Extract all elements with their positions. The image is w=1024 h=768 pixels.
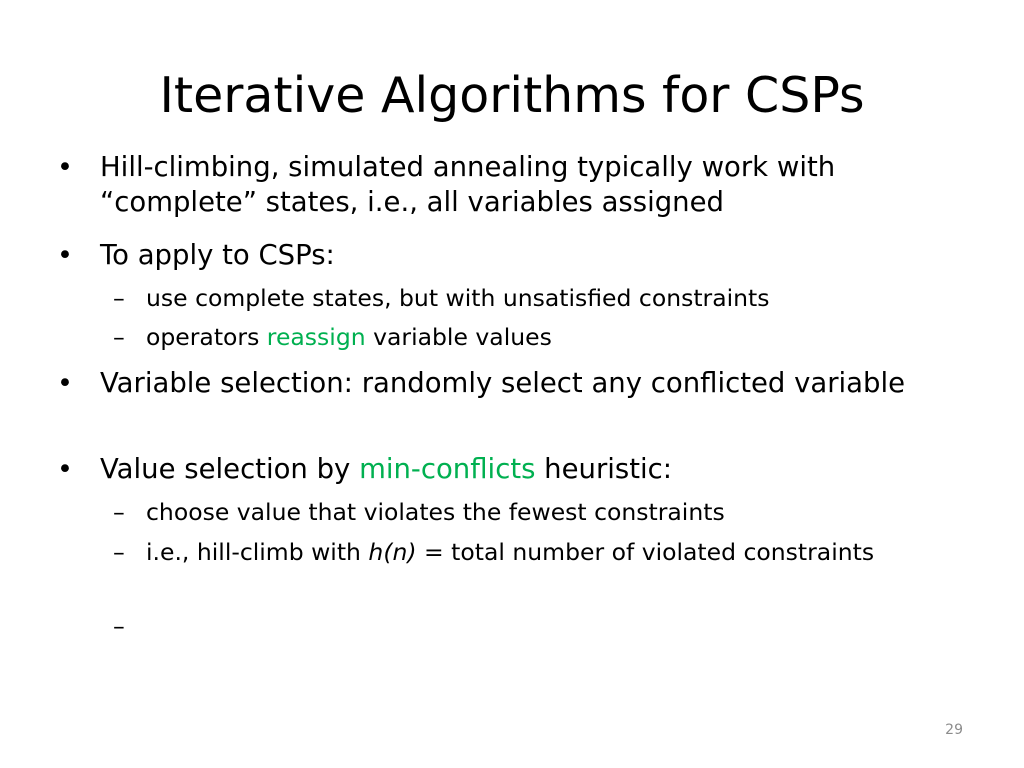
highlight-term: min-conflicts	[359, 453, 536, 485]
sub-bullet-text: choose value that violates the fewest constraints	[146, 498, 725, 526]
sub-bullet-item	[113, 537, 986, 568]
sub-bullet-text: use complete states, but with unsatisfied constraints	[146, 284, 770, 312]
bullet-text: To apply to CSPs:	[100, 239, 335, 271]
sub-bullet-text-after: = total number of violated constraints	[416, 538, 875, 566]
bullet-text: Hill-climbing, simulated annealing typically work with “complete” states, i.e., all variables assigned	[100, 151, 836, 218]
bullet-item	[57, 238, 980, 273]
bullet-icon: •	[57, 368, 73, 399]
sub-bullet-item	[113, 497, 986, 528]
sub-bullet-text-after: variable values	[365, 323, 552, 351]
sub-bullet-text-before: operators	[146, 323, 267, 351]
sub-bullet-text-before: i.e., hill-climb with	[146, 538, 369, 566]
bullet-item	[57, 366, 980, 401]
bullet-text-before: Value selection by	[100, 453, 360, 485]
sub-bullet-item	[113, 283, 986, 314]
bullet-icon: •	[57, 240, 73, 271]
bullet-item	[57, 452, 980, 487]
highlight-term: reassign	[266, 323, 366, 351]
bullet-icon: •	[57, 152, 73, 183]
slide-title: Iterative Algorithms for CSPs	[159, 67, 865, 124]
dash-icon: –	[113, 538, 125, 566]
bullet-icon: •	[57, 454, 73, 485]
formula-term: h(n)	[368, 538, 417, 566]
dash-icon: –	[113, 323, 125, 351]
bullet-text-after: heuristic:	[535, 453, 673, 485]
dash-icon: –	[113, 612, 125, 640]
dash-icon: –	[113, 498, 125, 526]
page-number: 29	[945, 722, 963, 738]
bullet-text: Variable selection: randomly select any conflicted variable	[100, 367, 906, 399]
sub-bullet-item	[113, 322, 986, 353]
bullet-item	[57, 150, 980, 220]
dash-icon: –	[113, 284, 125, 312]
